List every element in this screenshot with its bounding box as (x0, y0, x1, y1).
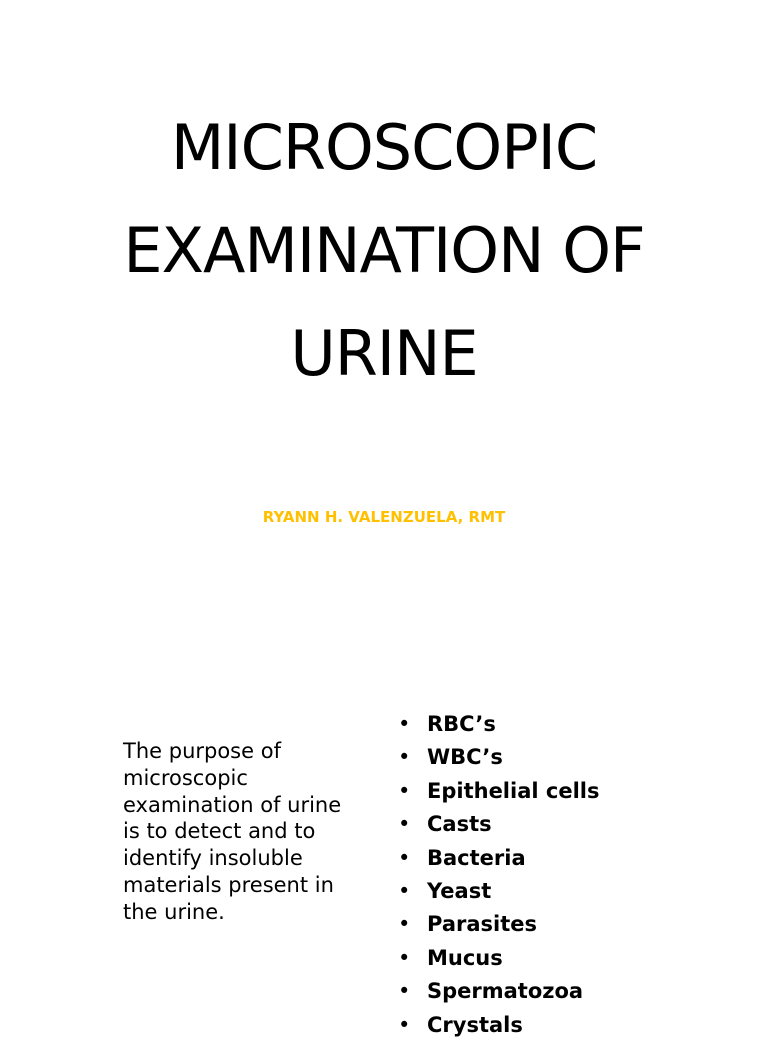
bullet-icon: • (398, 712, 411, 736)
list-item-label: Yeast (427, 878, 492, 903)
list-item (396, 775, 599, 808)
purpose-text: The purpose of microscopic examination of urine is to detect and to identify insoluble materials present in the urine. (123, 739, 342, 924)
title-line: EXAMINATION OF (123, 214, 645, 287)
list-item-label: Epithelial cells (427, 778, 600, 803)
bullet-icon: • (398, 845, 411, 870)
list-item (396, 908, 599, 941)
findings-list (396, 708, 599, 1042)
list-item (396, 842, 599, 875)
bullet-icon: • (398, 945, 411, 970)
title-line: MICROSCOPIC (170, 111, 598, 184)
list-item-label: Bacteria (427, 845, 526, 870)
author-name: RYANN H. VALENZUELA, RMT (262, 508, 506, 526)
list-item (396, 1009, 599, 1042)
bullet-icon: • (398, 912, 411, 937)
bullet-icon: • (398, 812, 411, 837)
bullet-icon: • (398, 778, 411, 803)
bullet-icon: • (398, 878, 411, 903)
list-item-label: RBC’s (427, 712, 496, 736)
bullet-icon: • (398, 745, 411, 770)
list-item-label: Mucus (427, 945, 503, 970)
list-item (396, 875, 599, 908)
list-item-label: Spermatozoa (427, 979, 584, 1004)
list-item-label: Casts (427, 812, 492, 837)
list-item (396, 741, 599, 774)
slide-title (0, 96, 768, 405)
title-line: URINE (290, 317, 478, 390)
bullet-icon: • (398, 979, 411, 1004)
list-item-label: Parasites (427, 912, 538, 937)
list-item-label: WBC’s (427, 745, 503, 770)
list-item-label: Crystals (427, 1012, 523, 1037)
list-item (396, 708, 599, 741)
list-item (396, 942, 599, 975)
bullet-icon: • (398, 1012, 411, 1037)
list-item (396, 975, 599, 1008)
content-slide (0, 700, 768, 1037)
list-item (396, 808, 599, 841)
